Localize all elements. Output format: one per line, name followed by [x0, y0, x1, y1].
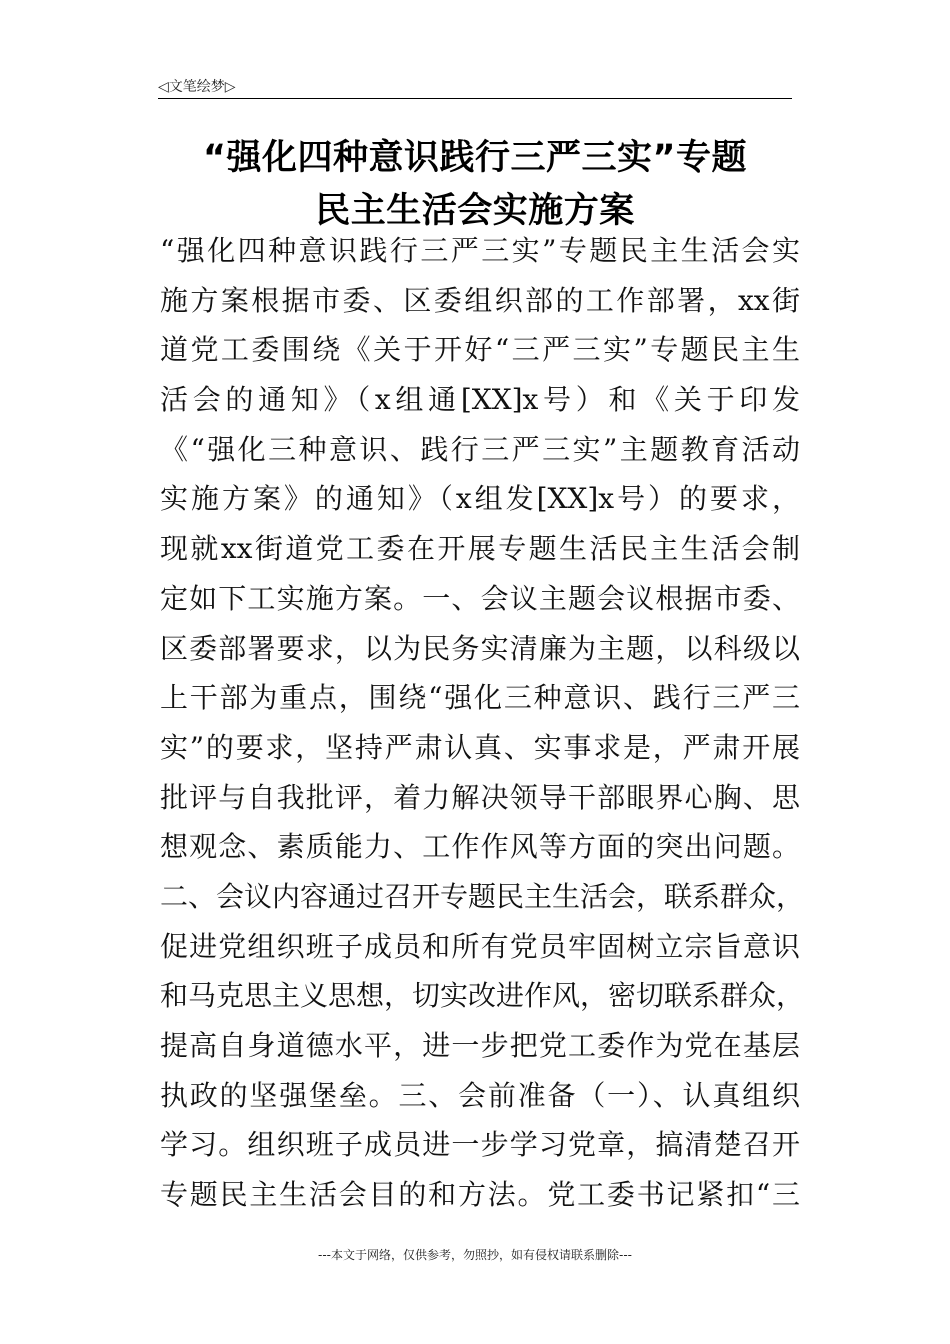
body-line: 专题民主生活会目的和方法。党工委书记紧扣“三: [160, 1178, 800, 1212]
header-label: ◁文笔绘梦▷: [158, 79, 236, 95]
body-line: 学习。组织班子成员进一步学习党章，搞清楚召开: [160, 1128, 800, 1162]
body-line: 实施方案》的通知》（x组发[XX]x号）的要求，: [160, 482, 800, 516]
document-title-line-2: 民主生活会实施方案: [315, 191, 635, 231]
body-line: 和马克思主义思想，切实改进作风，密切联系群众，: [160, 979, 805, 1013]
body-line: “强化四种意识践行三严三实”专题民主生活会实: [160, 234, 800, 267]
body-line: 道党工委围绕《关于开好“三严三实”专题民主生: [160, 333, 800, 367]
page-footer: ---本文于网络，仅供参考，勿照抄，如有侵权请联系删除---: [318, 1248, 632, 1262]
body-line: 想观念、素质能力、工作作风等方面的突出问题。: [160, 830, 800, 864]
body-line: 批评与自我批评，着力解决领导干部眼界心胸、思: [160, 780, 800, 814]
body-line: 活会的通知》（x组通[XX]x号）和《关于印发: [160, 383, 800, 417]
body-line: 定如下工实施方案。一、会议主题会议根据市委、: [160, 581, 800, 615]
body-line: 实”的要求，坚持严肃认真、实事求是，严肃开展: [160, 730, 800, 764]
body-line: 提高自身道德水平，进一步把党工委作为党在基层: [160, 1029, 800, 1062]
body-line: 促进党组织班子成员和所有党员牢固树立宗旨意识: [160, 929, 800, 963]
body-line: 区委部署要求，以为民务实清廉为主题，以科级以: [160, 631, 800, 665]
body-line: 上干部为重点，围绕“强化三种意识、践行三严三: [160, 681, 800, 715]
body-line: 现就xx街道党工委在开展专题生活民主生活会制: [160, 532, 800, 566]
body-line: 执政的坚强堡垒。三、会前准备（一）、认真组织: [160, 1078, 800, 1112]
body-line: 《“强化三种意识、践行三严三实”主题教育活动: [160, 432, 800, 466]
body-line: 施方案根据市委、区委组织部的工作部署，xx街: [160, 283, 800, 317]
body-text: [160, 226, 805, 1220]
body-line: 二、会议内容通过召开专题民主生活会，联系群众，: [160, 879, 805, 913]
document-title-line-1: “强化四种意识践行三严三实”专题: [202, 138, 747, 178]
page-header: [158, 74, 792, 99]
